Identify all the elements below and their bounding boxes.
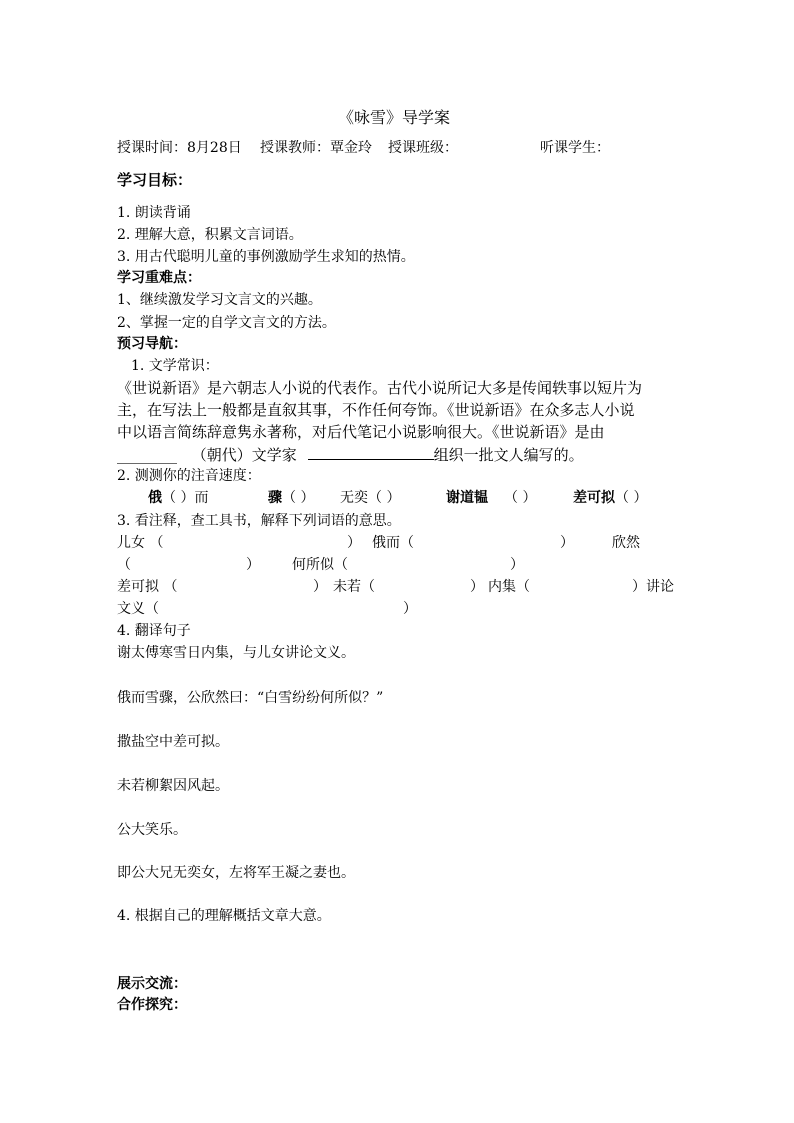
vocab-weiruo[interactable]: 未若（ <box>333 579 375 595</box>
sentence: 即公大兄无奕女，左将军王凝之妻也。 <box>117 865 355 881</box>
vocab-xinran-open[interactable]: （ <box>117 557 131 573</box>
phonetic-row <box>268 491 314 505</box>
class-time: 授课时间：8月28日 <box>117 140 242 156</box>
keypoints-heading: 学习重难点： <box>117 270 201 286</box>
student-label: 听课学生： <box>540 140 610 156</box>
vocab-chakeni[interactable]: 差可拟 （ <box>117 579 178 595</box>
phonetic-answer[interactable]: （ ） <box>368 490 401 506</box>
vocab-wenyi[interactable]: 文义（ <box>117 601 159 617</box>
phonetic-word: 俄 <box>148 490 162 506</box>
translate-heading: 4. 翻译句子 <box>117 623 191 639</box>
phonetic-answer[interactable]: （ ） <box>504 490 537 506</box>
goal-item: 1. 朗读背诵 <box>117 205 191 221</box>
vocab-chakeni-close: ） <box>313 579 327 595</box>
phonetic-answer[interactable]: （ ） <box>615 490 648 506</box>
sentence: 谢太傅寒雪日内集，与儿女讲论文义。 <box>117 645 355 661</box>
phonetic-row <box>446 491 536 505</box>
phonetic-answer[interactable]: （ ）而 <box>162 490 209 506</box>
vocab-neiji-start: ） <box>470 579 484 595</box>
vocab-wenyi-close: ） <box>403 601 417 617</box>
sentence: 俄而雪骤，公欣然曰：“白雪纷纷何所似？” <box>117 690 384 706</box>
literature-tail: 组织一批文人编写的。 <box>433 446 584 464</box>
phonetic-word: 无奕 <box>340 490 368 506</box>
vocab-eer[interactable]: 俄而（ <box>372 535 414 551</box>
phonetic-row <box>148 491 208 505</box>
goal-item: 2. 理解大意，积累文言词语。 <box>117 227 303 243</box>
vocab-eer-close: ） <box>560 535 574 551</box>
phonetic-word: 谢道韫 <box>446 490 488 506</box>
sentence: 撒盐空中差可拟。 <box>117 734 229 750</box>
vocab-neiji[interactable]: 内集（ <box>488 579 530 595</box>
sentence: 公大笑乐。 <box>117 822 187 838</box>
phonetic-answer[interactable]: （ ） <box>282 490 315 506</box>
vocab-erny-close: ） <box>347 535 361 551</box>
vocab-erny: 儿女 （ <box>117 535 164 551</box>
show-heading: 展示交流： <box>117 976 187 992</box>
literature-heading: 1. 文学常识： <box>131 358 219 374</box>
phonetic-heading: 2. 测测你的注音速度： <box>117 468 261 484</box>
vocab-hesuosi[interactable]: 何所似（ <box>292 557 348 573</box>
explore-heading: 合作探究： <box>117 997 187 1013</box>
phonetic-word: 骤 <box>268 490 282 506</box>
sentence: 未若柳絮因风起。 <box>117 778 229 794</box>
literature-text: 中以语言简练辞意隽永著称，对后代笔记小说影响很大。《世说新语》是由 <box>117 423 605 441</box>
goals-heading: 学习目标： <box>117 171 193 189</box>
author-blank[interactable] <box>308 447 434 460</box>
phonetic-word: 差可拟 <box>573 490 615 506</box>
teacher-name: 授课教师：覃金玲 <box>260 140 372 156</box>
dynasty-label: （朝代）文学家 <box>191 446 297 464</box>
goal-item: 3. 用古代聪明儿童的事例激励学生求知的热情。 <box>117 249 415 265</box>
literature-blank-line <box>117 447 584 463</box>
class-name: 授课班级： <box>388 140 458 156</box>
vocab-xinran-close: ） <box>246 557 260 573</box>
dynasty-blank[interactable]: ________ <box>117 446 177 464</box>
summary-heading: 4. 根据自己的理解概括文章大意。 <box>117 908 331 924</box>
keypoint-item: 2、掌握一定的自学文言文的方法。 <box>117 315 336 331</box>
preview-heading: 预习导航： <box>117 336 187 352</box>
literature-text: 《世说新语》是六朝志人小说的代表作。古代小说所记大多是传闻轶事以短片为 <box>117 379 643 397</box>
literature-text: 主，在写法上一般都是直叙其事，不作任何夸饰。《世说新语》在众多志人小说 <box>117 401 635 419</box>
vocab-hesuosi-close: ） <box>510 557 524 573</box>
vocab-xinran: 欣然 <box>612 535 640 551</box>
phonetic-row <box>340 491 400 505</box>
page-title: 《咏雪》导学案 <box>338 108 451 127</box>
vocab-heading: 3. 看注释，查工具书，解释下列词语的意思。 <box>117 513 401 529</box>
vocab-neiji-close: ）讲论 <box>632 579 674 595</box>
keypoint-item: 1、继续激发学习文言文的兴趣。 <box>117 292 322 308</box>
phonetic-row <box>573 491 647 505</box>
